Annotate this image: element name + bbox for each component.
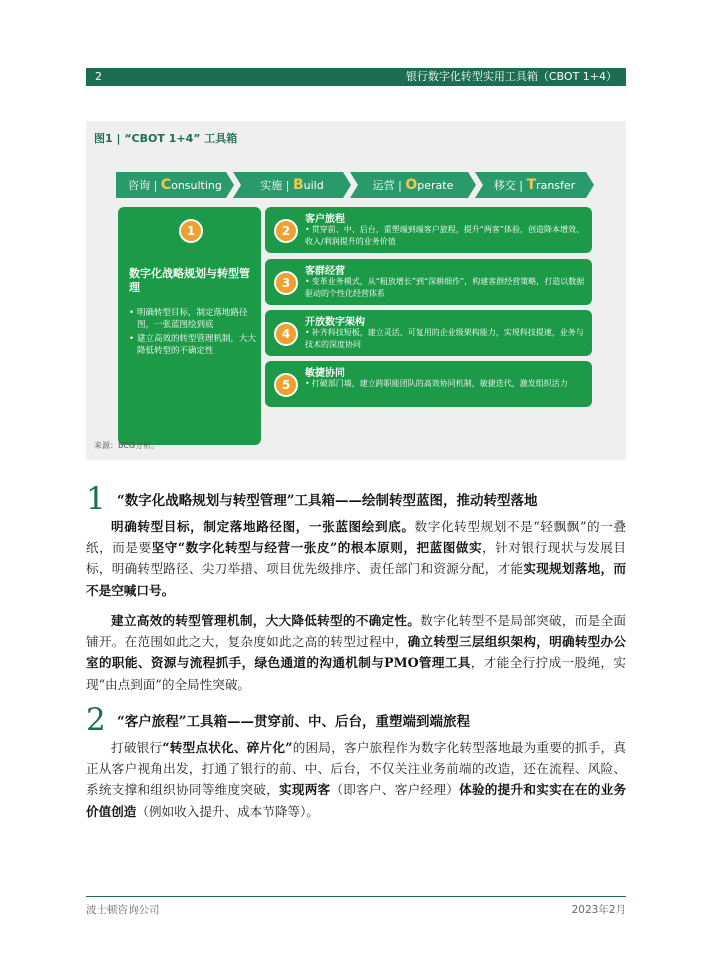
card-description: 补齐科技短板，建立灵活、可复用的企业级架构能力，实现科技提速，业务与技术的深度协同 (305, 328, 584, 349)
bullet-dot: • (305, 277, 310, 286)
phase-operate (350, 172, 476, 198)
text-run: 数字化转型不是局部突破，而是全面铺开。在范围如此之大，复杂度如此之高的转型过程中， (86, 613, 627, 650)
card-text (305, 327, 587, 351)
bullet-dot: • (305, 225, 310, 234)
card-bullets (129, 308, 257, 360)
page-number: 2 (95, 70, 102, 83)
section-heading: “数字化战略规划与转型管理”工具箱——绘制转型蓝图，推动转型落地 (117, 493, 538, 509)
card-description: 变革业务模式，从“粗放增长”到“深耕细作”，构建客群经营策略，打造以数据驱动的个性化经营体系 (305, 277, 585, 298)
section-number: 2 (86, 702, 106, 738)
bold-text: “转型点状化、碎片化” (162, 740, 293, 755)
section-heading: “客户旅程”工具箱——贯穿前、中、后台，重塑端到端旅程 (117, 714, 471, 730)
footer-divider (86, 896, 626, 897)
card-title: 开放数字架构 (305, 317, 365, 328)
document-title: 银行数字化转型实用工具箱（CBOT 1+4） (405, 70, 617, 83)
text-run: 打破银行 (111, 740, 163, 755)
bold-text: 建立高效的转型管理机制，大大降低转型的不确定性。 (111, 613, 421, 628)
toolbox-strategy-card (118, 207, 261, 445)
number-badge: 3 (274, 271, 298, 295)
card-title: 客群经营 (305, 266, 345, 277)
bold-text: 实现规划落地，而不是空喊口号。 (86, 561, 627, 598)
number-badge: 2 (274, 219, 298, 243)
bold-text: 明确转型目标，制定落地路径图，一张蓝图绘到底。 (111, 519, 415, 534)
figure-title: 图1 | “CBOT 1+4” 工具箱 (94, 132, 238, 145)
phase-label: 咨询 | (128, 179, 161, 192)
figure-panel (86, 121, 626, 460)
phase-initial: T (526, 177, 537, 193)
phase-transfer (475, 172, 594, 198)
figure-source: 来源：BCG分析。 (94, 441, 160, 450)
toolbox-customer-segment-card (265, 259, 592, 305)
paragraph (86, 737, 626, 822)
text-run: 数字化转型规划不是“轻飘飘”的一叠纸，而是要 (86, 519, 626, 556)
number-badge: 4 (274, 322, 298, 346)
toolbox-agile-card (265, 361, 592, 407)
section-number: 1 (86, 481, 106, 517)
phase-word: ransfer (536, 179, 576, 192)
footer-date: 2023年2月 (571, 904, 626, 916)
phase-label: 实施 | (260, 179, 293, 192)
card-description: 打破部门墙，建立跨职能团队的高效协同机制，敏捷迭代，激发组织活力 (311, 379, 568, 388)
phase-initial: B (292, 177, 304, 193)
card-text (305, 378, 587, 390)
bullet-item: • 明确转型目标，制定落地路径图，一张蓝图绘到底 (129, 308, 257, 331)
phase-build (233, 172, 351, 198)
phase-word: perate (417, 179, 454, 192)
phase-consulting (116, 172, 234, 198)
text-run: （例如收入提升、成本节降等）。 (136, 803, 319, 819)
phase-label: 移交 | (493, 179, 527, 192)
bold-text: 实现两客 (278, 782, 331, 798)
card-title: 客户旅程 (305, 214, 345, 225)
toolbox-customer-journey-card (265, 207, 592, 253)
phase-chevrons (116, 172, 594, 198)
bold-text: 确立转型三层组织架构，明确转型办公室的职能、资源与流程抓手，绿色通道的沟通机制与PMO管理工具 (86, 634, 627, 671)
phase-initial: C (160, 177, 172, 193)
footer-publisher: 波士顿咨询公司 (86, 904, 160, 916)
text-run: 的困局，客户旅程作为数字化转型落地最为重要的抓手，真正从客户视角出发，打通了银行的前、中、后台，不仅关注业务前端的改造，还在流程、风险、系统支撑和组织协同等维度突破， (86, 740, 626, 798)
number-badge: 5 (274, 373, 298, 397)
paragraph (86, 610, 626, 695)
header-bar (86, 68, 626, 86)
phase-word: onsulting (171, 179, 222, 192)
card-title: 数字化战略规划与转型管理 (129, 267, 250, 294)
bullet-item: • 建立高效的转型管理机制，大大降低转型的不确定性 (129, 334, 257, 357)
bold-text: 体验的提升和实实在在的业务价值创造 (86, 782, 627, 819)
bullet-dot: • (305, 328, 310, 337)
text-run: ，针对银行现状与发展目标，明确转型路径、尖刀举措、项目优先级排序、责任部门和资源分配，才能 (86, 540, 626, 577)
paragraph (86, 516, 626, 601)
phase-initial: O (405, 177, 418, 193)
card-text (305, 224, 587, 248)
card-description: 贯穿前、中、后台，重塑端到端客户旅程，提升“两客”体验，创造降本增效、收入/利润提升的业务价值 (305, 225, 585, 246)
phase-word: uild (303, 179, 324, 192)
bullet-dot: • (305, 379, 310, 388)
phase-label: 运营 | (372, 179, 406, 192)
number-badge: 1 (179, 219, 203, 243)
card-text (305, 276, 587, 300)
toolbox-open-architecture-card (265, 310, 592, 356)
card-title: 敏捷协同 (305, 368, 345, 379)
bold-text: 坚守“数字化转型与经营一张皮”的根本原则，把蓝图做实 (151, 540, 483, 556)
text-run: （即客户、客户经理） (330, 782, 460, 798)
text-run: ，才能全行拧成一股绳，实现“由点到面”的全局性突破。 (86, 655, 626, 692)
